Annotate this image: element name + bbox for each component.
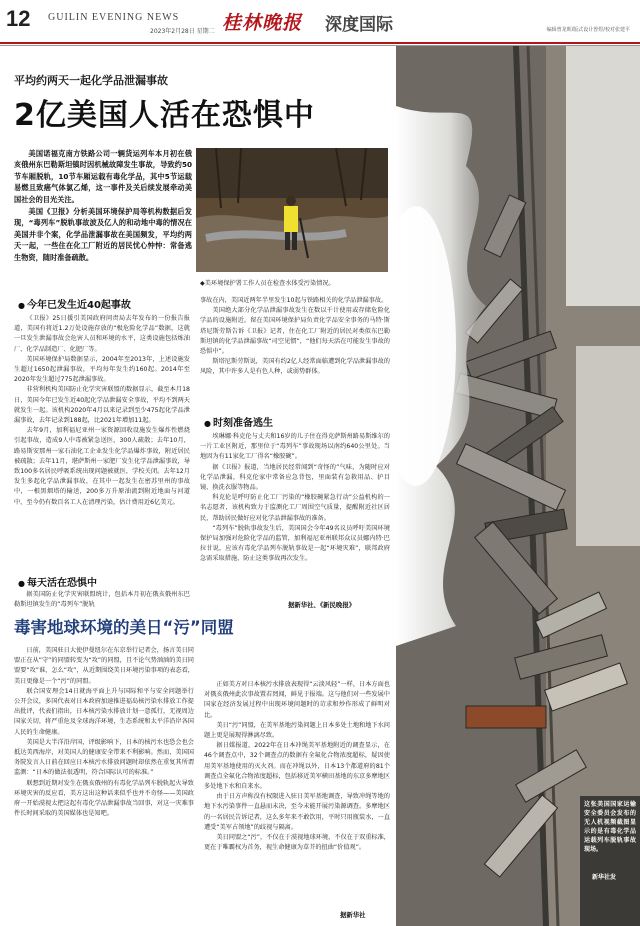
article2-right-column [204, 680, 390, 853]
article-lead [14, 148, 192, 264]
section-title: 深度国际 [325, 15, 393, 35]
inspection-photo-caption: ◆美环境保护署工作人员在检查水体受污染情况。 [200, 280, 335, 287]
article-headline: 2亿美国人活在恐惧中 [14, 98, 315, 133]
lead-paragraph: 美国诺福克南方铁路公司一辆货运列车本月初在俄亥俄州东巴勒斯坦镇时因机械故障发生事故，导致约50节车厢脱轨，10节车厢运载有毒化学品，其中5节运载易燃且致癌气体氯乙烯，这一事件及关后续发展牵动美国社会的目光关注。 [14, 149, 192, 204]
body-paragraph: 美国绝大部分化学品泄漏事故发生在数以千计使用或存储危险化学品的设施附近。留在美国环境保护局负责化学品安全事务的马特·斯塔尼斯劳斯告诉《卫报》记者，住在化工厂附近的居民对类似东巴勒斯坦镇的化学品泄漏事故“司空见惯”，“他们每天活在可能发生事故的恐惧中”。 [200, 307, 390, 356]
body-paragraph: 非营利机构美国防止化学灾害联盟的数据显示，截至本月18日，美国今年已发生近40起化学品泄漏安全事故，平均不到两天就发生一起。该机构2020年4月以来记录到至少475起化学品泄漏事故，去年记录到188起，比2021年增加11起。 [14, 386, 190, 425]
body-paragraph: 事故在内，美国近两年半里发生10起与铁路相关的化学品泄漏事故。 [200, 297, 388, 304]
aerial-photo-drawing [396, 46, 640, 926]
lead-paragraph: 美国《卫报》分析美国环境保护局等机构数据后发现，“毒列车”脱轨事故波及亿人的和动地中毒的情况在美国并非个案，化学品泄漏事故在美国频发，平均约两天一起，一些住在化工厂附近的居民忧心忡忡：常备逃生物资，随时准备疏散。 [14, 207, 192, 262]
subhead-accidents: ● 今年已发生近40起事故 [18, 296, 131, 311]
paper-logo: 桂林晚报 [222, 12, 303, 34]
masthead-rule [0, 42, 640, 44]
subhead-escape: ● 时刻准备逃生 [204, 414, 273, 429]
body-paragraph: 由于日方声称没有权限进入驻日美军基地调查，导致冲绳等地的地下水污染事件一直悬而未决，至今未能开展污染源调查。多摩地区的一名居民告诉记者，这么多年来不敢饮用，平时只用瓶装水，一直遭受“美军占领地”的歧视与隔离。 [204, 793, 390, 831]
aerial-photo-credit: 新华社发 [592, 874, 617, 881]
body-paragraph: “毒列车”脱轨事故发生后，美国国会今年49名议员呼吁美国环境保护局加强对危险化学品的监管，加利福尼亚州联邦众议员娜内特·巴拉甘说，应该有毒化学品列车脱轨事故是一起“环境灾难”，联邦政府急需采取措施，防止这类事故再次发生。 [200, 524, 390, 563]
body-paragraph: 埃琳娜·科克伦与丈夫和16岁的儿子住在得克萨斯州路易斯维尔的一片工业区附近，那里位于“毒列车”事故现场以南约640公里处。当地因为有11家化工厂得名“橡胶碗”。 [200, 433, 390, 461]
aerial-photo-caption: 这张美国国家运输安全委员会发布的无人机视频截图显示的是有毒化学品运载列车脱轨事故现场。 [584, 801, 636, 853]
left-column-text-2 [14, 590, 190, 610]
article2-left-column [14, 646, 194, 819]
subhead-fear: ● 每天活在恐惧中 [18, 574, 97, 589]
body-paragraph: 美日“污”同盟，在美军基地污染问题上日本多处土地和地下水问题上更是展现得淋漓尽致。 [204, 721, 390, 740]
page-number: 12 [6, 6, 31, 31]
article2-signature: 据新华社 [340, 911, 366, 919]
body-paragraph: 日前，美国驻日大使伊曼纽尔在东京举行记者会，扬言美日同盟正在从“守”的同盟转变为“攻”的同盟，且不论气势汹汹的美日同盟要“攻”谁，怎么“攻”，从近期围绕美日环境污染事项的表态看，美日更像是一个“污”的同盟。 [14, 647, 194, 685]
inspection-photo [196, 148, 388, 272]
derailment-aerial-photo [396, 46, 640, 926]
body-paragraph: 联想到近期对发生在俄亥俄州的有毒化学品列车脱轨起火导致环境灾害的反应看，美方这出这种话来似乎也并不奇怪——美国政府一开始漠视太把这起有毒化学品泄漏事故当回事，对这一灾难事件长时间采取的美国媒体也是知吧。 [14, 779, 194, 818]
body-paragraph: 《卫报》25日援引美国政府问责局去年发布的一份报告报道，美国有将近1.2万处设施存放的“极危险化学品”数据，这就一旦发生泄漏事故会危害人员和环境的水平，这类设施包括炼油厂、化学品制造厂、化肥厂等。 [14, 315, 190, 353]
issue-date: 2023年2月28日 星期二 [150, 28, 215, 35]
body-paragraph: 美日同盟之“污”，不仅在于漠视地球环境，不仅在于双重标准，更在于唯霸权为首务，视生命健康为草芥的扭曲“价值观”。 [204, 834, 390, 852]
editor-credits: 编辑曾龙晖/版式设计曾煜/校对张建平 [546, 27, 630, 33]
paper-name-english: GUILIN EVENING NEWS [48, 12, 180, 23]
body-paragraph: 斯塔尼斯劳斯说，美国有约2亿人经常面临遭到化学品泄漏事故的风险，其中许多人是有色人种，或弱势群体。 [200, 358, 390, 376]
body-paragraph: 正如美方对日本核污水排放表现得“云淡风轻”一样，日本方面也对俄亥俄州此次事故置若罔闻，鲜见于报端。这与他们对一些发展中国家在经济发展过程中出现环境问题时的苛求和炒作形成了鲜明对比。 [204, 681, 390, 719]
middle-column-text-2 [200, 432, 390, 565]
article2-headline: 毒害地球环境的美日“污”同盟 [14, 618, 234, 637]
article-kicker: 平均约两天一起化学品泄漏事故 [14, 74, 168, 87]
middle-column-text [200, 296, 390, 378]
article1-signature: 据新华社、《新民晚报》 [288, 601, 356, 609]
body-paragraph: 据《卫报》报道，当地居民经常闻到“奇怪的”气味，为随时应对化学品泄漏，科克伦家中常备应急背包，里面装有急救用品、护目镜、换洗衣服等物品。 [200, 463, 390, 492]
body-paragraph: 科克伦是呼吁防止化工厂污染的“橡胶碗紧急行动”公益机构的一名志愿者，该机构致力于监测化工厂周围空气质量，提醒附近社区居民，帮助居民做好应对化学品泄漏事故的准备。 [200, 494, 390, 522]
body-paragraph: 去年9月，加利福尼亚州一家资源回收设施发生爆炸性燃烧引起事故，造成9人中毒被紧急送医，300人疏散；去年10月，路易斯安那州一家石油化工企业发生化学品爆炸事故，附近居民被疏散；去年11月，堪萨斯州一家肥厂发生化学品泄漏事故，导致100多名居民呼吸系统出现问题被就医，学校关闭。去年12月发生多起化学品泄漏事故，在其中一起发生在密苏里州的事故中，一根黑烟塔的输送，200多万升原油流到附近地面与河道中，至今仍有数百名工人在清理污染，估计费用近6亿美元。 [14, 427, 190, 506]
inspection-photo-drawing [196, 148, 388, 272]
body-paragraph: 据美国防止化学灾害联盟统计，包括本月初在俄亥俄州东巴勒斯坦镇发生的“毒列车”脱轨 [14, 591, 190, 609]
left-column-text [14, 314, 190, 508]
body-paragraph: 联合国安理会14日就海平面上升与国际和平与安全问题举行公开会议，多国代表对日本政府加速推进福岛核污染水排放工作提出批评，代表们指出，日本核污染水排放计划一意孤行，无视周边国家关切，将严重危及全球海洋环境，生态系统和太平洋沿岸各国人民的生命健康。 [14, 687, 194, 736]
body-paragraph: 美国环境保护局数据显示，2004年至2013年，上述设施发生超过1650起泄漏事故，平均每年发生约160起。2014年至2020年发生超过775起泄漏事故。 [14, 355, 190, 384]
body-paragraph: 美国是大半洋沿岸国，评级影响下，日本的核污水也恐会也会抵达美西海岸，对美国人的健康安全带来不利影响。然而，美国国务院发言人日前在回应日本核污水排放问题时却依然在重复其所谓监测：“日本的做法很透明，符合国际认可的标准。” [14, 738, 194, 777]
body-paragraph: 据日媒报道，2022年在日本冲绳美军基地附近的调查显示，在46个调查点中，32个调查点的数据有全氟化合物浓度超标，疑因使用美军基地使用的灭火剂。而在冲绳以外，日本13个都道府的81个调查点全氟化合物浓度超标，包括移近美军横田基地的东京多摩地区多处地下水和自来水。 [204, 742, 390, 791]
